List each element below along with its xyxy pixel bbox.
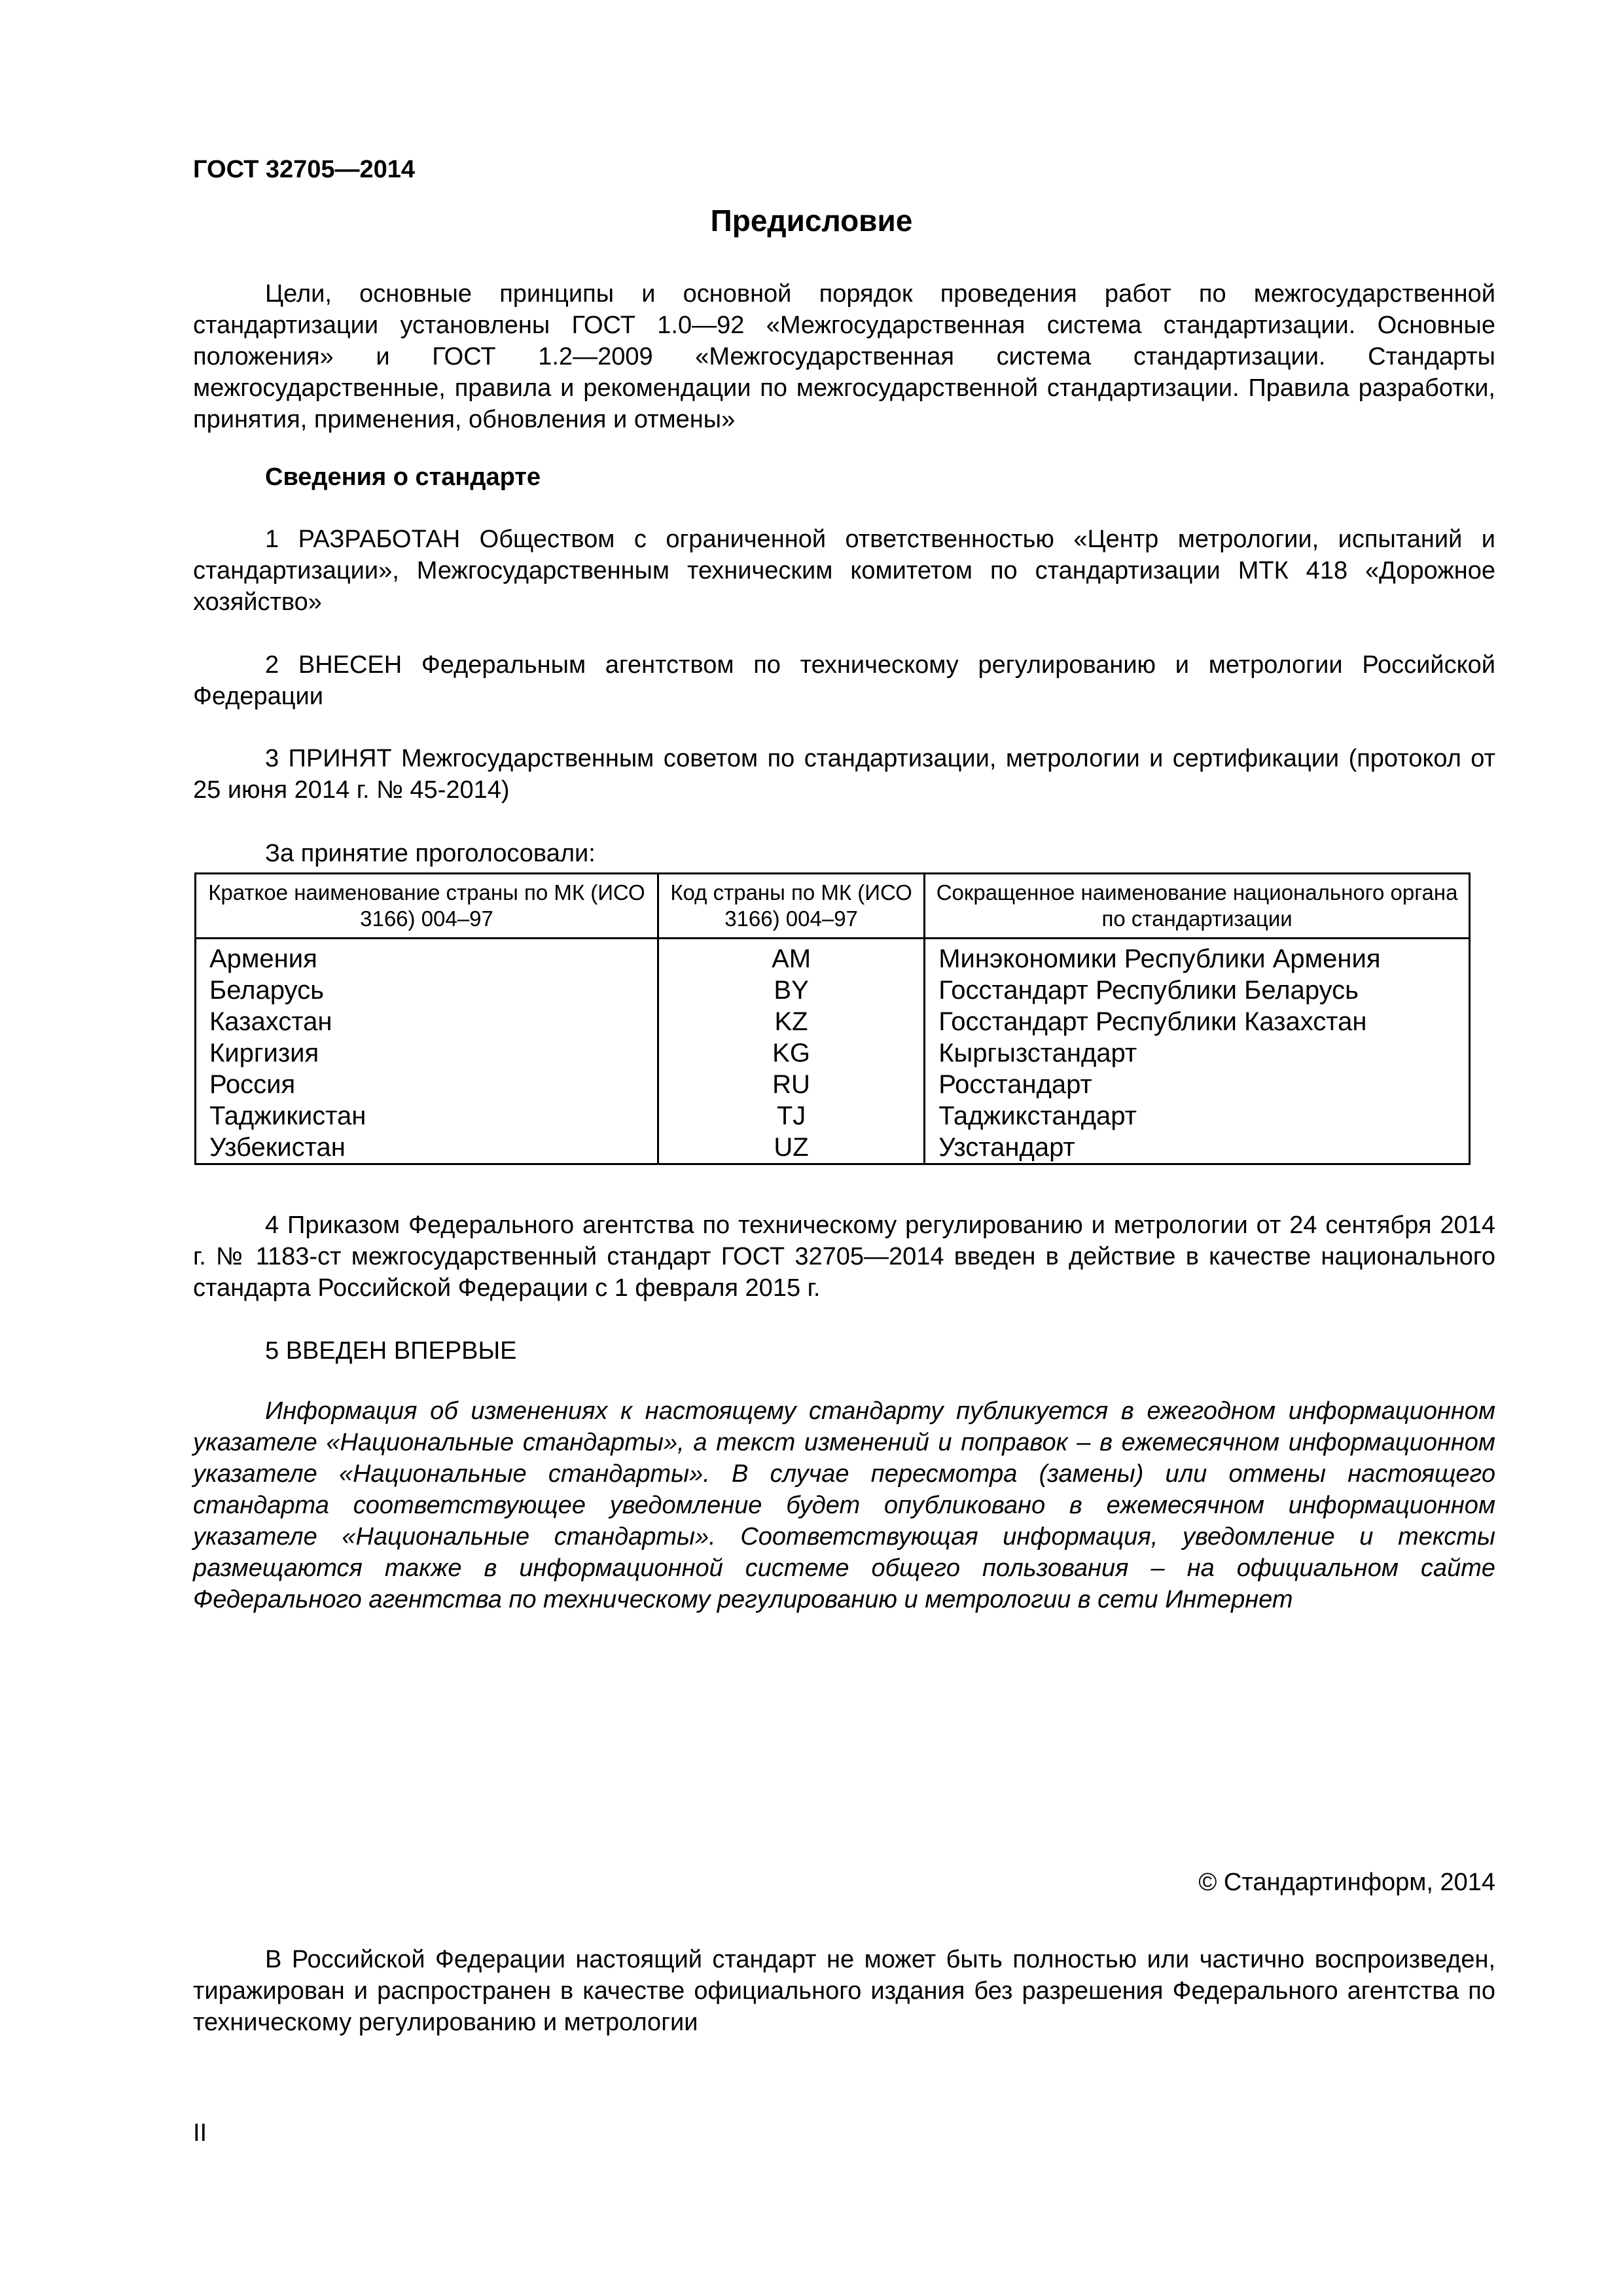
table-row bbox=[196, 1006, 1470, 1037]
country-code: KZ bbox=[658, 1006, 924, 1037]
reproduction-rights: В Российской Федерации настоящий стандарт не может быть полностью или частично воспроизведен, тиражирован и распространен в качестве официального издания без разрешения Федерального агентства по техническому регулированию и метрологии bbox=[193, 1946, 1495, 2036]
document-id: ГОСТ 32705—2014 bbox=[193, 156, 416, 183]
voting-countries-table bbox=[194, 872, 1471, 1165]
item-adopted: 3 ПРИНЯТ Межгосударственным советом по стандартизации, метрологии и сертификации (протокол от 25 июня 2014 г. № 45-2014) bbox=[193, 745, 1495, 804]
country-name: Армения bbox=[196, 939, 658, 975]
country-name: Беларусь bbox=[196, 975, 658, 1006]
table-row bbox=[196, 1069, 1470, 1100]
table-row bbox=[196, 939, 1470, 975]
table-row bbox=[196, 975, 1470, 1006]
changes-notice: Информация об изменениях к настоящему стандарту публикуется в ежегодном информационном указателе «Национальные стандарты», а текст изменений и поправок – в ежемесячном информационном указателе «Национальные стандарты». В случае пересмотра (замены) или отмены настоящего стандарта соответствующее уведомление будет опубликовано в ежемесячном информационном указателе «Национальные стандарты». Соответствующая информация, уведомление и тексты размещаются также в информационной системе общего пользования – на официальном сайте Федерального агентства по техническому регулированию и метрологии в сети Интернет bbox=[193, 1397, 1495, 1613]
table-row bbox=[196, 1100, 1470, 1132]
standards-body: Минэкономики Республики Армения bbox=[925, 939, 1470, 975]
voted-label: За принятие проголосовали: bbox=[265, 840, 596, 867]
standard-info-heading: Сведения о стандарте bbox=[265, 463, 541, 491]
standards-body: Кыргызстандарт bbox=[925, 1037, 1470, 1069]
item-first-introduced: 5 ВВЕДЕН ВПЕРВЫЕ bbox=[265, 1337, 517, 1365]
table-row bbox=[196, 1037, 1470, 1069]
standards-body: Госстандарт Республики Беларусь bbox=[925, 975, 1470, 1006]
standards-body: Узстандарт bbox=[925, 1132, 1470, 1164]
country-code: BY bbox=[658, 975, 924, 1006]
country-name: Казахстан bbox=[196, 1006, 658, 1037]
header-standards-body: Сокращенное наименование национального органа по стандартизации bbox=[925, 874, 1470, 939]
country-code: UZ bbox=[658, 1132, 924, 1164]
country-code: AM bbox=[658, 939, 924, 975]
country-name: Россия bbox=[196, 1069, 658, 1100]
table-header-row bbox=[196, 874, 1470, 939]
standards-body: Росстандарт bbox=[925, 1069, 1470, 1100]
header-country-name: Краткое наименование страны по МК (ИСО 3166) 004–97 bbox=[196, 874, 658, 939]
country-code: RU bbox=[658, 1069, 924, 1100]
header-country-code: Код страны по МК (ИСО 3166) 004–97 bbox=[658, 874, 924, 939]
intro-paragraph: Цели, основные принципы и основной порядок проведения работ по межгосударственной стандартизации установлены ГОСТ 1.0—92 «Межгосударственная система стандартизации. Основные положения» и ГОСТ 1.2—2009 «Межгосударственная система стандартизации. Стандарты межгосударственные, правила и рекомендации по межгосударственной стандартизации. Правила разработки, принятия, применения, обновления и отмены» bbox=[193, 280, 1495, 433]
item-submitted: 2 ВНЕСЕН Федеральным агентством по техническому регулированию и метрологии Российской Федерации bbox=[193, 651, 1495, 710]
country-name: Узбекистан bbox=[196, 1132, 658, 1164]
country-name: Киргизия bbox=[196, 1037, 658, 1069]
country-code: KG bbox=[658, 1037, 924, 1069]
item-order: 4 Приказом Федерального агентства по техническому регулированию и метрологии от 24 сентября 2014 г. № 1183-ст межгосударственный стандарт ГОСТ 32705—2014 введен в действие в качестве национального стандарта Российской Федерации с 1 февраля 2015 г. bbox=[193, 1211, 1495, 1302]
copyright: © Стандартинформ, 2014 bbox=[1198, 1869, 1495, 1896]
country-code: TJ bbox=[658, 1100, 924, 1132]
table-row bbox=[196, 1132, 1470, 1164]
page-title: Предисловие bbox=[710, 204, 913, 238]
item-developed: 1 РАЗРАБОТАН Обществом с ограниченной ответственностью «Центр метрологии, испытаний и стандартизации», Межгосударственным техническим комитетом по стандартизации МТК 418 «Дорожное хозяйство» bbox=[193, 526, 1495, 616]
page-number: II bbox=[193, 2119, 207, 2147]
standards-body: Госстандарт Республики Казахстан bbox=[925, 1006, 1470, 1037]
country-name: Таджикистан bbox=[196, 1100, 658, 1132]
standards-body: Таджикстандарт bbox=[925, 1100, 1470, 1132]
